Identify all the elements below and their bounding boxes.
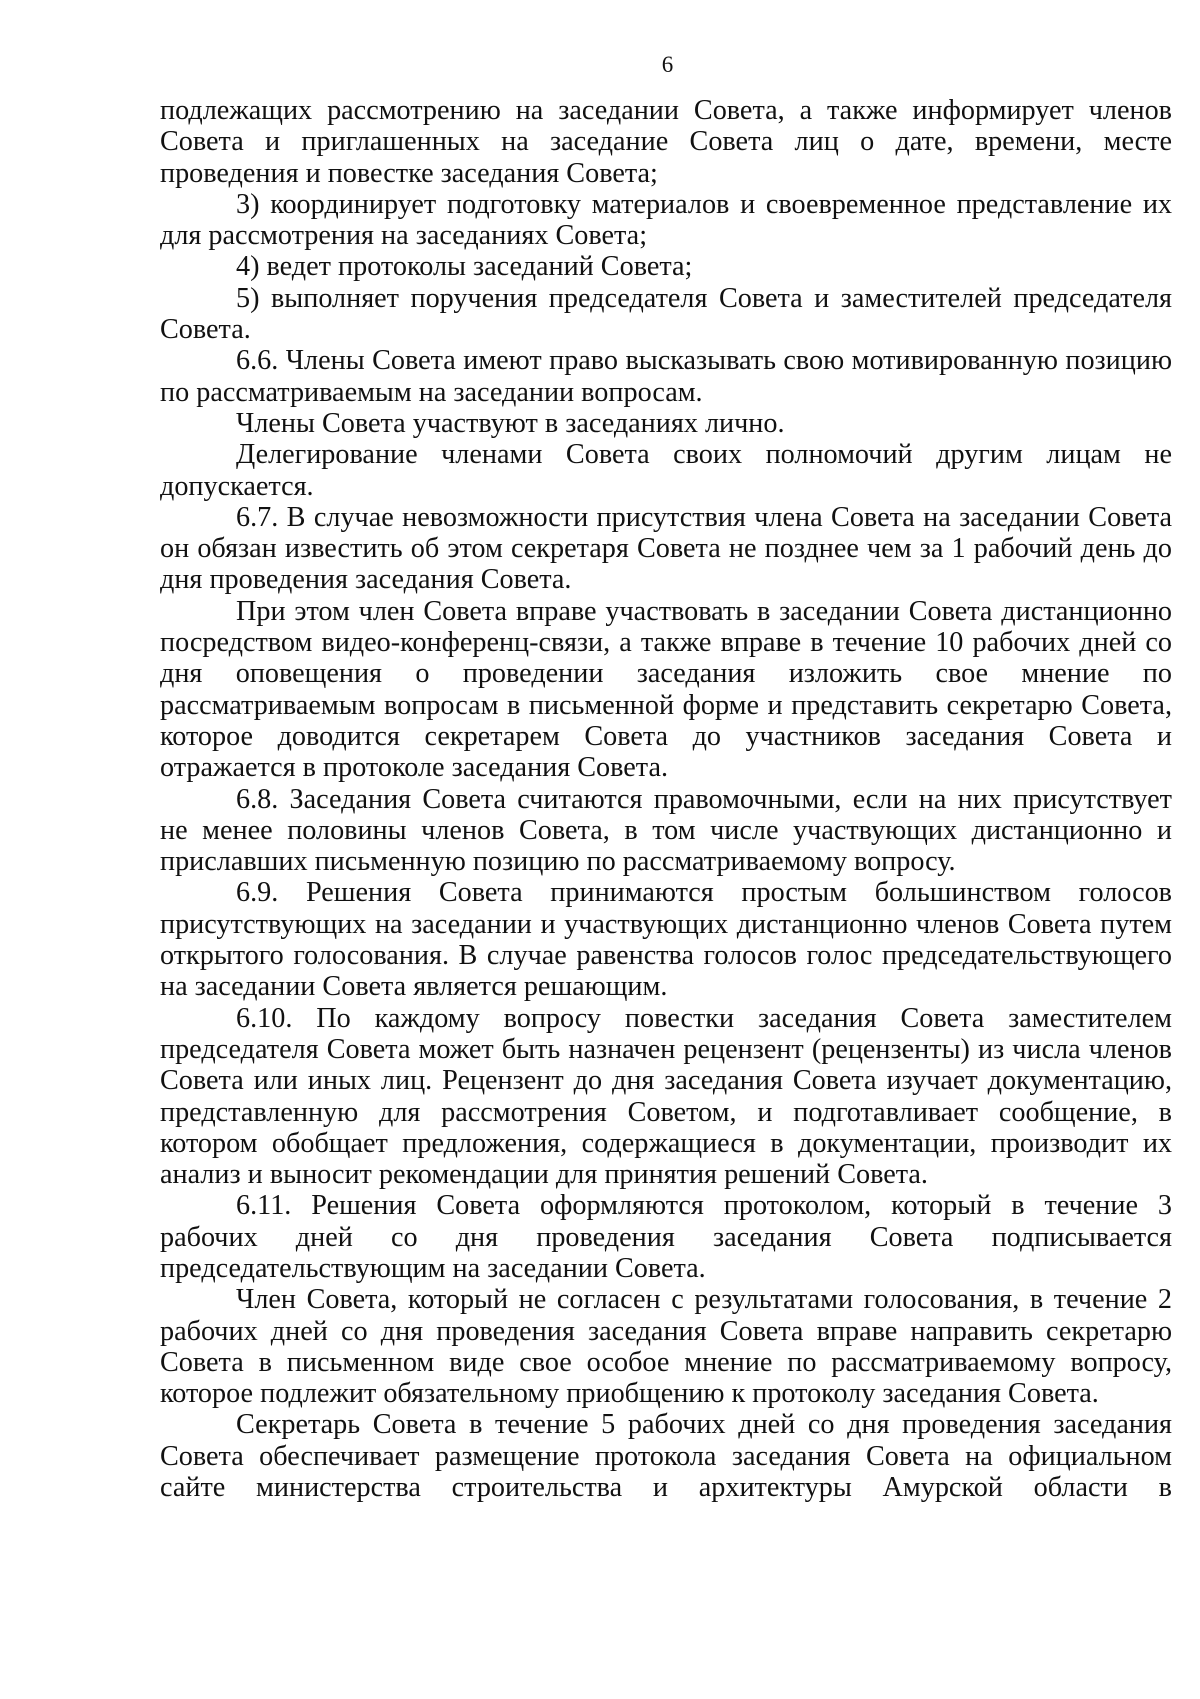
paragraph: При этом член Совета вправе участвовать в заседании Совета дистанционно посредством видео-конференц-связи, а также вправе в течение 10 рабочих дней со дня оповещения о проведении заседания изложить свое мнение по рассматриваемым вопросам в письменной форме и представить секретарю Совета, которое доводится секретарем Совета до участников заседания Совета и отражается в протоколе заседания Совета. (160, 595, 1172, 784)
paragraph: 6.11. Решения Совета оформляются протоколом, который в течение 3 рабочих дней со дня проведения заседания Совета подписывается председательствующим на заседании Совета. (160, 1190, 1172, 1284)
paragraph: Член Совета, который не согласен с результатами голосования, в течение 2 рабочих дней со дня проведения заседания Совета вправе направить секретарю Совета в письменном виде свое особое мнение по рассматриваемому вопросу, которое подлежит обязательному приобщению к протоколу заседания Совета. (160, 1284, 1172, 1410)
paragraph: 3) координирует подготовку материалов и своевременное представление их для рассмотрения на заседаниях Совета; (160, 188, 1172, 252)
paragraph: 6.10. По каждому вопросу повестки заседания Совета заместителем председателя Совета может быть назначен рецензент (рецензенты) из числа членов Совета или иных лиц. Рецензент до дня заседания Совета изучает документацию, представленную для рассмотрения Советом, и подготавливает сообщение, в котором обобщает предложения, содержащиеся в документации, производит их анализ и выносит рекомендации для принятия решений Совета. (160, 1002, 1172, 1191)
paragraph: Члены Совета участвуют в заседаниях лично. (236, 407, 785, 439)
paragraph: 6.9. Решения Совета принимаются простым большинством голосов присутствующих на заседании и участвующих дистанционно членов Совета путем открытого голосования. В случае равенства голосов голос председательствующего на заседании Совета является решающим. (160, 877, 1172, 1003)
paragraph: 6.6. Члены Совета имеют право высказывать свою мотивированную позицию по рассматриваемым на заседании вопросам. (160, 345, 1172, 408)
paragraph: подлежащих рассмотрению на заседании Совета, а также информирует членов Совета и приглашенных на заседание Совета лиц о дате, времени, месте проведения и повестке заседания Совета; (160, 95, 1172, 189)
document-body (160, 95, 1172, 1503)
paragraph: 6.8. Заседания Совета считаются правомочными, если на них присутствует не менее половины членов Совета, в том числе участвующих дистанционно и приславших письменную позицию по рассматриваемому вопросу. (160, 783, 1172, 878)
paragraph: 6.7. В случае невозможности присутствия члена Совета на заседании Совета он обязан известить об этом секретаря Совета не позднее чем за 1 рабочий день до дня проведения заседания Совета. (160, 501, 1172, 596)
page-number: 6 (661, 52, 674, 77)
paragraph: Делегирование членами Совета своих полномочий другим лицам не допускается. (160, 439, 1172, 502)
paragraph: 5) выполняет поручения председателя Совета и заместителей председателя Совета. (160, 282, 1172, 346)
paragraph: Секретарь Совета в течение 5 рабочих дней со дня проведения заседания Совета обеспечивает размещение протокола заседания Совета на официальном сайте министерства строительства и архитектуры Амурской области в (160, 1409, 1172, 1504)
paragraph: 4) ведет протоколы заседаний Совета; (236, 251, 693, 283)
